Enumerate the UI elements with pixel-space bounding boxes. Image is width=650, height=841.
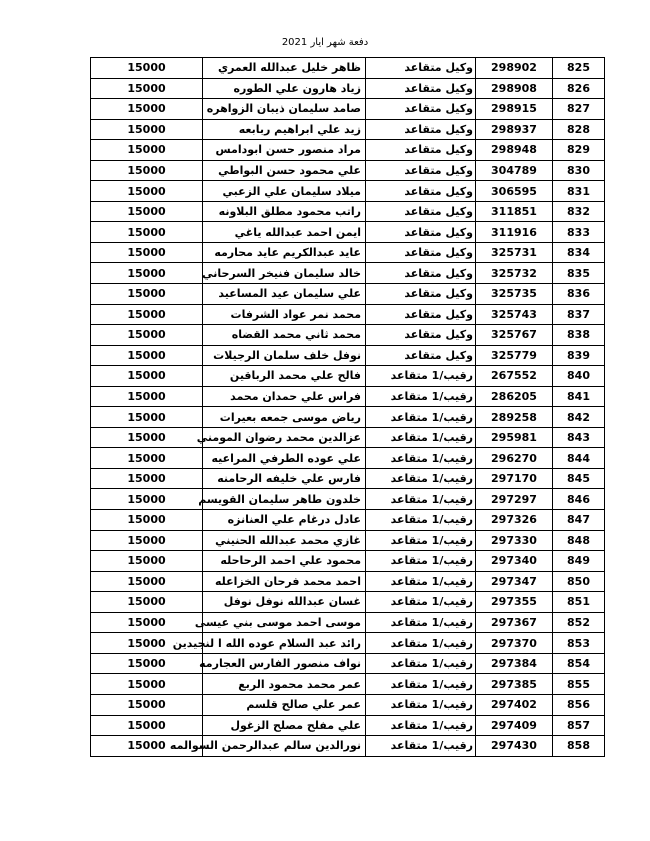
rank-cell: وكيل متقاعد: [366, 140, 476, 161]
name-cell: نواف منصور الفارس العجارمه: [203, 653, 366, 674]
table-row: [91, 612, 605, 633]
military-id-cell: 297340: [476, 551, 553, 572]
military-id-cell: 286205: [476, 386, 553, 407]
name-cell: نوفل خلف سلمان الرجيلات: [203, 345, 366, 366]
amount-cell: 15000: [91, 181, 203, 202]
sequence-number-cell: 828: [553, 119, 605, 140]
sequence-number-cell: 850: [553, 571, 605, 592]
military-id-cell: 306595: [476, 181, 553, 202]
name-cell: مراد منصور حسن ابودامس: [203, 140, 366, 161]
military-id-cell: 298937: [476, 119, 553, 140]
name-cell: راتب محمود مطلق البلاونه: [203, 201, 366, 222]
table-row: [91, 633, 605, 654]
rank-cell: رقيب/1 متقاعد: [366, 653, 476, 674]
sequence-number-cell: 845: [553, 468, 605, 489]
rank-cell: وكيل متقاعد: [366, 345, 476, 366]
sequence-number-cell: 833: [553, 222, 605, 243]
military-id-cell: 304789: [476, 160, 553, 181]
name-cell: زياد هارون علي الطوره: [203, 78, 366, 99]
rank-cell: رقيب/1 متقاعد: [366, 612, 476, 633]
name-cell: رائد عبد السلام عوده الله ا لنجيدين: [203, 633, 366, 654]
table-row: [91, 386, 605, 407]
sequence-number-cell: 830: [553, 160, 605, 181]
name-cell: عمر علي صالح قلسم: [203, 694, 366, 715]
rank-cell: رقيب/1 متقاعد: [366, 407, 476, 428]
amount-cell: 15000: [91, 119, 203, 140]
military-id-cell: 325779: [476, 345, 553, 366]
amount-cell: 15000: [91, 99, 203, 120]
sequence-number-cell: 834: [553, 242, 605, 263]
table-row: [91, 468, 605, 489]
rank-cell: رقيب/1 متقاعد: [366, 633, 476, 654]
table-row: [91, 201, 605, 222]
amount-cell: 15000: [91, 736, 203, 757]
rank-cell: رقيب/1 متقاعد: [366, 386, 476, 407]
name-cell: عايد عبدالكريم عايد محارمه: [203, 242, 366, 263]
table-row: [91, 325, 605, 346]
name-cell: موسى احمد موسى بني عيسى: [203, 612, 366, 633]
military-id-cell: 267552: [476, 366, 553, 387]
sequence-number-cell: 847: [553, 510, 605, 531]
amount-cell: 15000: [91, 448, 203, 469]
name-cell: نورالدين سالم عبدالرحمن السوالمه: [203, 736, 366, 757]
amount-cell: 15000: [91, 674, 203, 695]
sequence-number-cell: 856: [553, 694, 605, 715]
rank-cell: وكيل متقاعد: [366, 284, 476, 305]
sequence-number-cell: 852: [553, 612, 605, 633]
rank-cell: وكيل متقاعد: [366, 78, 476, 99]
military-id-cell: 297355: [476, 592, 553, 613]
sequence-number-cell: 848: [553, 530, 605, 551]
amount-cell: 15000: [91, 263, 203, 284]
military-id-cell: 325731: [476, 242, 553, 263]
table-row: [91, 653, 605, 674]
table-row: [91, 284, 605, 305]
sequence-number-cell: 835: [553, 263, 605, 284]
sequence-number-cell: 842: [553, 407, 605, 428]
sequence-number-cell: 841: [553, 386, 605, 407]
table-row: [91, 263, 605, 284]
name-cell: صامد سليمان ذيبان الزواهره: [203, 99, 366, 120]
table-row: [91, 674, 605, 695]
roster-table: [90, 57, 605, 757]
military-id-cell: 297297: [476, 489, 553, 510]
military-id-cell: 311916: [476, 222, 553, 243]
rank-cell: وكيل متقاعد: [366, 99, 476, 120]
military-id-cell: 298948: [476, 140, 553, 161]
amount-cell: 15000: [91, 407, 203, 428]
table-row: [91, 366, 605, 387]
rank-cell: رقيب/1 متقاعد: [366, 448, 476, 469]
amount-cell: 15000: [91, 715, 203, 736]
amount-cell: 15000: [91, 78, 203, 99]
military-id-cell: 296270: [476, 448, 553, 469]
sequence-number-cell: 826: [553, 78, 605, 99]
sequence-number-cell: 843: [553, 427, 605, 448]
amount-cell: 15000: [91, 201, 203, 222]
rank-cell: وكيل متقاعد: [366, 201, 476, 222]
sequence-number-cell: 855: [553, 674, 605, 695]
rank-cell: رقيب/1 متقاعد: [366, 551, 476, 572]
table-row: [91, 99, 605, 120]
sequence-number-cell: 857: [553, 715, 605, 736]
amount-cell: 15000: [91, 612, 203, 633]
military-id-cell: 298908: [476, 78, 553, 99]
name-cell: خلدون طاهر سليمان القويسم: [203, 489, 366, 510]
name-cell: علي محمود حسن البواطي: [203, 160, 366, 181]
military-id-cell: 298915: [476, 99, 553, 120]
military-id-cell: 297384: [476, 653, 553, 674]
name-cell: علي سليمان عيد المساعيد: [203, 284, 366, 305]
sequence-number-cell: 832: [553, 201, 605, 222]
rank-cell: وكيل متقاعد: [366, 304, 476, 325]
rank-cell: رقيب/1 متقاعد: [366, 530, 476, 551]
military-id-cell: 297347: [476, 571, 553, 592]
amount-cell: 15000: [91, 386, 203, 407]
sequence-number-cell: 837: [553, 304, 605, 325]
table-row: [91, 140, 605, 161]
table-row: [91, 715, 605, 736]
sequence-number-cell: 854: [553, 653, 605, 674]
sequence-number-cell: 858: [553, 736, 605, 757]
amount-cell: 15000: [91, 468, 203, 489]
amount-cell: 15000: [91, 284, 203, 305]
rank-cell: رقيب/1 متقاعد: [366, 489, 476, 510]
military-id-cell: 297367: [476, 612, 553, 633]
name-cell: علي عوده الطرفي المراعيه: [203, 448, 366, 469]
military-id-cell: 297170: [476, 468, 553, 489]
name-cell: زيد علي ابراهيم ربابعه: [203, 119, 366, 140]
table-row: [91, 736, 605, 757]
page-title: دفعة شهر ايار 2021: [281, 37, 369, 48]
military-id-cell: 289258: [476, 407, 553, 428]
rank-cell: وكيل متقاعد: [366, 119, 476, 140]
military-id-cell: 298902: [476, 58, 553, 79]
table-row: [91, 181, 605, 202]
military-id-cell: 295981: [476, 427, 553, 448]
rank-cell: وكيل متقاعد: [366, 222, 476, 243]
sequence-number-cell: 851: [553, 592, 605, 613]
table-row: [91, 222, 605, 243]
name-cell: عمر محمد محمود الربع: [203, 674, 366, 695]
rank-cell: رقيب/1 متقاعد: [366, 427, 476, 448]
amount-cell: 15000: [91, 571, 203, 592]
rank-cell: وكيل متقاعد: [366, 181, 476, 202]
table-row: [91, 694, 605, 715]
table-row: [91, 78, 605, 99]
military-id-cell: 311851: [476, 201, 553, 222]
name-cell: فالح علي محمد الرباقين: [203, 366, 366, 387]
amount-cell: 15000: [91, 489, 203, 510]
name-cell: محمد ثاني محمد القضاه: [203, 325, 366, 346]
table-row: [91, 427, 605, 448]
table-row: [91, 592, 605, 613]
sequence-number-cell: 831: [553, 181, 605, 202]
amount-cell: 15000: [91, 366, 203, 387]
rank-cell: رقيب/1 متقاعد: [366, 510, 476, 531]
name-cell: فراس علي حمدان محمد: [203, 386, 366, 407]
military-id-cell: 297385: [476, 674, 553, 695]
military-id-cell: 297326: [476, 510, 553, 531]
table-row: [91, 160, 605, 181]
military-id-cell: 297430: [476, 736, 553, 757]
amount-cell: 15000: [91, 530, 203, 551]
amount-cell: 15000: [91, 222, 203, 243]
rank-cell: رقيب/1 متقاعد: [366, 736, 476, 757]
name-cell: خالد سليمان فنيخر السرحاني: [203, 263, 366, 284]
rank-cell: وكيل متقاعد: [366, 58, 476, 79]
military-id-cell: 297402: [476, 694, 553, 715]
rank-cell: رقيب/1 متقاعد: [366, 571, 476, 592]
name-cell: محمد نمر عواد الشرفات: [203, 304, 366, 325]
military-id-cell: 297330: [476, 530, 553, 551]
rank-cell: رقيب/1 متقاعد: [366, 468, 476, 489]
name-cell: محمود علي احمد الرحاحله: [203, 551, 366, 572]
amount-cell: 15000: [91, 427, 203, 448]
amount-cell: 15000: [91, 304, 203, 325]
military-id-cell: 325767: [476, 325, 553, 346]
amount-cell: 15000: [91, 58, 203, 79]
amount-cell: 15000: [91, 140, 203, 161]
table-row: [91, 551, 605, 572]
sequence-number-cell: 844: [553, 448, 605, 469]
table-row: [91, 489, 605, 510]
rank-cell: رقيب/1 متقاعد: [366, 715, 476, 736]
sequence-number-cell: 827: [553, 99, 605, 120]
rank-cell: رقيب/1 متقاعد: [366, 366, 476, 387]
sequence-number-cell: 836: [553, 284, 605, 305]
table-row: [91, 58, 605, 79]
rank-cell: وكيل متقاعد: [366, 325, 476, 346]
name-cell: فارس علي خليفه الرحامنه: [203, 468, 366, 489]
rank-cell: رقيب/1 متقاعد: [366, 592, 476, 613]
sequence-number-cell: 846: [553, 489, 605, 510]
roster-body: [91, 58, 605, 757]
amount-cell: 15000: [91, 325, 203, 346]
military-id-cell: 297370: [476, 633, 553, 654]
amount-cell: 15000: [91, 345, 203, 366]
table-row: [91, 345, 605, 366]
amount-cell: 15000: [91, 592, 203, 613]
sequence-number-cell: 839: [553, 345, 605, 366]
military-id-cell: 325743: [476, 304, 553, 325]
table-row: [91, 407, 605, 428]
amount-cell: 15000: [91, 551, 203, 572]
rank-cell: رقيب/1 متقاعد: [366, 674, 476, 695]
name-cell: غسان عبدالله نوفل نوفل: [203, 592, 366, 613]
name-cell: ايمن احمد عبدالله ياغي: [203, 222, 366, 243]
name-cell: احمد محمد فرحان الخزاعله: [203, 571, 366, 592]
name-cell: رياض موسى جمعه بعيرات: [203, 407, 366, 428]
sequence-number-cell: 825: [553, 58, 605, 79]
military-id-cell: 325732: [476, 263, 553, 284]
table-row: [91, 119, 605, 140]
name-cell: ظاهر خليل عبدالله العمري: [203, 58, 366, 79]
table-row: [91, 304, 605, 325]
name-cell: عادل درغام علي العنانزه: [203, 510, 366, 531]
name-cell: عزالدين محمد رضوان المومني: [203, 427, 366, 448]
amount-cell: 15000: [91, 694, 203, 715]
rank-cell: وكيل متقاعد: [366, 160, 476, 181]
amount-cell: 15000: [91, 160, 203, 181]
name-cell: علي مفلح مصلح الزغول: [203, 715, 366, 736]
table-row: [91, 448, 605, 469]
table-row: [91, 242, 605, 263]
rank-cell: رقيب/1 متقاعد: [366, 694, 476, 715]
sequence-number-cell: 840: [553, 366, 605, 387]
name-cell: ميلاد سليمان علي الزعبي: [203, 181, 366, 202]
military-id-cell: 297409: [476, 715, 553, 736]
sequence-number-cell: 838: [553, 325, 605, 346]
military-id-cell: 325735: [476, 284, 553, 305]
sequence-number-cell: 849: [553, 551, 605, 572]
amount-cell: 15000: [91, 510, 203, 531]
rank-cell: وكيل متقاعد: [366, 263, 476, 284]
amount-cell: 15000: [91, 633, 203, 654]
amount-cell: 15000: [91, 242, 203, 263]
sequence-number-cell: 829: [553, 140, 605, 161]
table-row: [91, 510, 605, 531]
amount-cell: 15000: [91, 653, 203, 674]
rank-cell: وكيل متقاعد: [366, 242, 476, 263]
table-row: [91, 571, 605, 592]
table-row: [91, 530, 605, 551]
sequence-number-cell: 853: [553, 633, 605, 654]
name-cell: غازي محمد عبدالله الحنيني: [203, 530, 366, 551]
